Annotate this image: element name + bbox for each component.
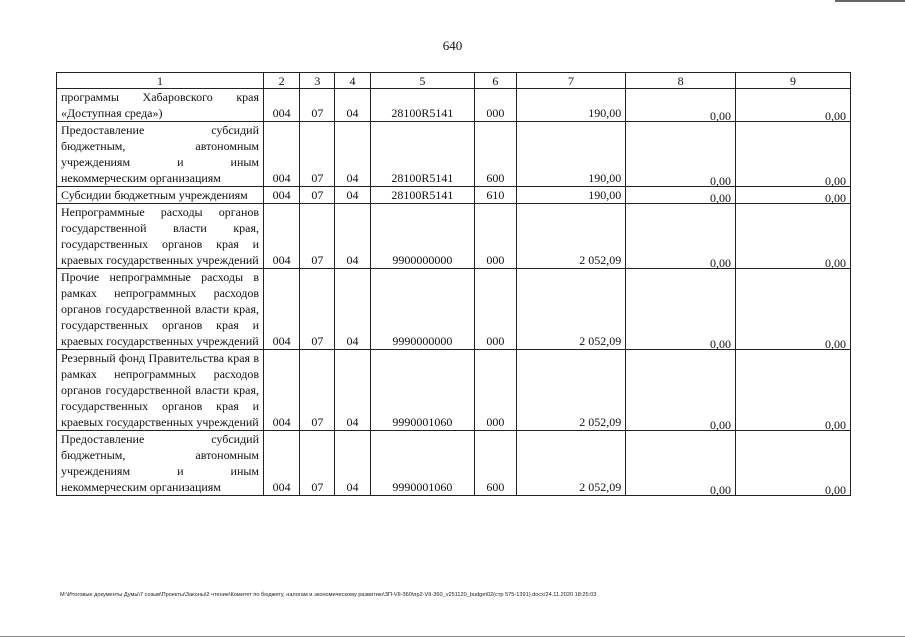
row-name: Субсидии бюджетным учреждениям [57,187,264,204]
cell-col9 [736,122,851,187]
table-row [57,89,851,122]
col-header-1: 1 [57,73,264,89]
footer-file-path: M:\Итоговые документы Думы\7 созыв\Проекты\Законы\2 чтение\Комитет по бюджету, налогам и экономическому развитию\ЗП-VII-360\пр2-VII-360_v251120_budget02(стр 575-1391).docx/24.11.2020 18:25:03 [60,592,597,598]
cell-col4: 04 [335,269,370,350]
cell-col9-value: 0,00 [825,256,846,270]
col-header-5: 5 [370,73,475,89]
cell-col4: 04 [335,89,370,122]
col-header-8: 8 [626,73,736,89]
cell-col6: 000 [475,204,516,269]
cell-col7: 190,00 [516,122,626,187]
cell-col8-value: 0,00 [710,174,732,188]
cell-col9 [736,350,851,431]
table-row [57,431,851,496]
cell-col9-value: 0,00 [825,109,846,123]
cell-col7: 2 052,09 [516,269,626,350]
row-name: Прочие непрограммные расходы в рамках непрограммных расходов органов государственной власти края, государственных органов края и краевых государственных учреждений [57,269,264,350]
cell-col5: 9990001060 [370,350,475,431]
cell-col3: 07 [300,204,335,269]
cell-col8 [626,431,736,496]
cell-col8 [626,187,736,204]
header-row [57,73,851,89]
col-header-9: 9 [736,73,851,89]
cell-col8 [626,204,736,269]
table-row [57,269,851,350]
cell-col8-value: 0,00 [710,191,732,205]
cell-col7: 2 052,09 [516,204,626,269]
cell-col9-value: 0,00 [825,418,846,432]
cell-col9-value: 0,00 [825,174,846,188]
cell-col3: 07 [300,122,335,187]
cell-col6: 000 [475,350,516,431]
row-name: Резервный фонд Правительства края в рамках непрограммных расходов органов государственной власти края, государственных органов края и краевых государственных учреждений [57,350,264,431]
cell-col4: 04 [335,122,370,187]
cell-col5: 9990001060 [370,431,475,496]
row-name: Предоставление субсидий бюджетным, автономным учреждениям и иным некоммерческим организациям [57,431,264,496]
cell-col5: 28100R5141 [370,187,475,204]
cell-col8-value: 0,00 [710,109,732,123]
cell-col3: 07 [300,269,335,350]
row-name: Предоставление субсидий бюджетным, автономным учреждениям и иным некоммерческим организациям [57,122,264,187]
cell-col8-value: 0,00 [710,337,732,351]
cell-col2: 004 [264,431,300,496]
bottom-edge-line [0,636,905,637]
cell-col3: 07 [300,431,335,496]
col-header-4: 4 [335,73,370,89]
cell-col9-value: 0,00 [825,337,846,351]
cell-col4: 04 [335,187,370,204]
cell-col4: 04 [335,350,370,431]
cell-col9 [736,89,851,122]
col-header-3: 3 [300,73,335,89]
cell-col7: 2 052,09 [516,431,626,496]
cell-col8 [626,269,736,350]
cell-col3: 07 [300,89,335,122]
cell-col9-value: 0,00 [825,483,846,497]
cell-col2: 004 [264,350,300,431]
budget-table [56,72,851,496]
cell-col8-value: 0,00 [710,483,732,497]
cell-col7: 190,00 [516,89,626,122]
cell-col2: 004 [264,89,300,122]
cell-col6: 610 [475,187,516,204]
cell-col9 [736,187,851,204]
col-header-7: 7 [516,73,626,89]
cell-col8-value: 0,00 [710,418,732,432]
cell-col2: 004 [264,122,300,187]
page-number: 640 [442,38,463,53]
cell-col8 [626,122,736,187]
top-edge-line [835,0,905,2]
cell-col7: 190,00 [516,187,626,204]
table-row [57,204,851,269]
table-row [57,122,851,187]
cell-col6: 600 [475,122,516,187]
cell-col9 [736,269,851,350]
cell-col9-value: 0,00 [825,191,846,205]
table-row [57,187,851,204]
cell-col5: 9900000000 [370,204,475,269]
row-name: программы Хабаровского края «Доступная среда») [57,89,264,122]
cell-col6: 000 [475,89,516,122]
cell-col2: 004 [264,204,300,269]
cell-col2: 004 [264,269,300,350]
cell-col8 [626,350,736,431]
cell-col3: 07 [300,350,335,431]
cell-col6: 600 [475,431,516,496]
cell-col8 [626,89,736,122]
col-header-6: 6 [475,73,516,89]
cell-col4: 04 [335,204,370,269]
cell-col7: 2 052,09 [516,350,626,431]
table-row [57,350,851,431]
cell-col9 [736,431,851,496]
col-header-2: 2 [264,73,300,89]
cell-col4: 04 [335,431,370,496]
cell-col9 [736,204,851,269]
cell-col8-value: 0,00 [710,256,732,270]
cell-col5: 9990000000 [370,269,475,350]
cell-col5: 28100R5141 [370,89,475,122]
cell-col6: 000 [475,269,516,350]
row-name: Непрограммные расходы органов государственной власти края, государственных органов края и краевых государственных учреждений [57,204,264,269]
cell-col3: 07 [300,187,335,204]
cell-col5: 28100R5141 [370,122,475,187]
cell-col2: 004 [264,187,300,204]
